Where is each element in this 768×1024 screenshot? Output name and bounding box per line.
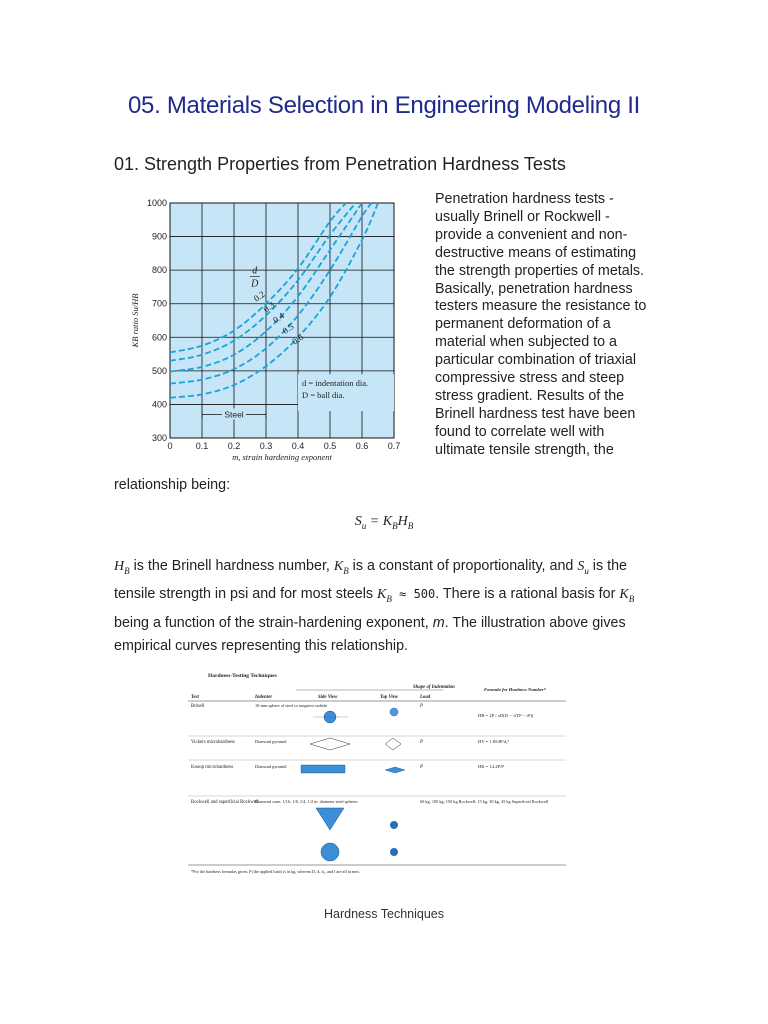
col-test: Test: [191, 695, 199, 700]
legend-line-0: d = indentation dia.: [302, 378, 369, 389]
table-footnote: *For the hardness formulas given, P (the applied load) is in kg, whereas D, d, d₁, and l are all in mm.: [191, 869, 360, 874]
continuation-text: relationship being:: [114, 477, 231, 493]
rockwell-cone: [316, 808, 344, 830]
para-text-1: is the Brinell hardness number,: [129, 558, 334, 574]
y-tick-label: 500: [151, 365, 167, 376]
formula-h: H: [397, 514, 408, 529]
kb-approx-value: ≈ 500: [391, 587, 436, 602]
row-knoop-test: Knoop microhardness: [191, 765, 234, 770]
para-text-3: is the tensile strength in psi and for most steels: [114, 558, 627, 603]
row-rockwell-indenter: Diamond cone; 1/16, 1/8, 1/4, 1/2 in. diameter steel spheres: [255, 799, 358, 804]
legend-line-1: D = ball dia.: [302, 390, 345, 401]
formula-su-kb-hb: [0, 514, 768, 531]
col-formula: Formula for Hardness Number*: [484, 687, 546, 692]
y-axis-label: KB ratio Su/HB: [130, 293, 140, 348]
table-svg: [188, 668, 566, 880]
row-brinell-indenter: 10-mm sphere of steel or tungsten carbide: [255, 703, 328, 708]
kb-symbol-3: $K_B$: [619, 587, 635, 605]
kb-symbol: $K_B$: [333, 559, 349, 576]
x-tick-label: 0: [167, 441, 173, 451]
hardness-techniques-table: [188, 668, 566, 880]
y-tick-label: 400: [151, 399, 167, 410]
x-axis-label: m, strain hardening exponent: [232, 452, 332, 462]
figure-caption: Hardness Techniques: [324, 907, 444, 921]
series-label-0.2: 0.2: [251, 289, 267, 304]
y-tick-label: 800: [151, 265, 167, 276]
knoop-side-shape: [301, 765, 345, 773]
vickers-side-shape: [310, 738, 350, 750]
x-tick-label: 0.3: [259, 441, 273, 451]
row-brinell-test: Brinell: [191, 704, 205, 709]
vickers-top-shape: [385, 738, 401, 750]
x-tick-label: 0.5: [323, 441, 337, 451]
steel-range-label: Steel: [224, 409, 244, 420]
formula-k: K: [382, 514, 393, 529]
chart-svg: [120, 193, 420, 468]
hardness-chart: [120, 193, 420, 468]
y-tick-label: 300: [151, 433, 167, 443]
series-label-0.5: 0.5: [280, 321, 296, 336]
row-vickers-formula: HV = 1.854P/d₁²: [478, 739, 509, 744]
para-text-4: . There is a rational basis for: [435, 586, 620, 603]
curve-header-den: D: [251, 278, 259, 290]
col-side-view: Side View: [318, 695, 338, 700]
x-tick-label: 0.2: [227, 441, 241, 451]
row-rockwell-load: 60 kg, 100 kg, 150 kg Rockwell; 15 kg, 30 kg, 45 kg Superficial Rockwell: [420, 799, 549, 804]
y-tick-label: 600: [151, 332, 167, 343]
col-load: Load: [420, 695, 431, 700]
row-knoop-load: P: [420, 765, 423, 770]
row-brinell-load: P: [420, 704, 423, 709]
formula-s-sub: u: [361, 520, 367, 531]
formula-s: S: [354, 514, 362, 529]
brinell-top-ball: [390, 708, 398, 716]
series-label-0.3: 0.3: [261, 299, 277, 315]
col-top-view: Top View: [380, 695, 399, 700]
table-title: Hardness-Testing Techniques: [208, 673, 277, 679]
formula-equals: =: [366, 514, 383, 529]
para-text-6: . The illustration above gives empirical curves representing this relationship.: [114, 614, 626, 655]
hb-symbol: $H_B$: [114, 559, 130, 576]
page-title: 05. Materials Selection in Engineering Modeling II: [128, 92, 640, 119]
m-symbol: m: [432, 614, 445, 631]
intro-paragraph: Penetration hardness tests - usually Brinell or Rockwell - provide a convenient and non-destructive means of estimating the strength properties of metals. Basically, penetration hardness testers measure the resistance to permanent deformation of a material when subjected to a particular combination of triaxial compressive stress and steep stress gradient. Results of the Brinell hardness test have been found to correlate well with ultimate tensile strength, the: [435, 191, 647, 458]
y-tick-label: 700: [151, 298, 167, 309]
table-group-header: Shape of Indentation: [413, 685, 455, 690]
row-knoop-indenter: Diamond pyramid: [255, 764, 287, 769]
series-label-0.4: 0.4: [271, 310, 286, 326]
row-brinell-formula: HB = 2P / πD[D − √(D² − d²)]: [478, 713, 534, 718]
series-label-0.6: 0.6: [290, 332, 306, 347]
x-tick-label: 0.7: [387, 441, 401, 451]
section-heading: 01. Strength Properties from Penetration Hardness Tests: [114, 154, 566, 174]
row-rockwell-test: Rockwell and superficial Rockwell: [191, 800, 259, 805]
row-knoop-formula: HK = 14.2P/l²: [478, 764, 505, 769]
row-vickers-indenter: Diamond pyramid: [255, 739, 287, 744]
x-tick-label: 0.4: [291, 441, 305, 451]
x-tick-label: 0.1: [195, 441, 209, 451]
curve-header-num: d: [252, 265, 258, 277]
row-vickers-test: Vickers microhardness: [191, 740, 235, 745]
formula-k-sub: B: [392, 520, 398, 531]
rockwell-top-ball-2: [390, 848, 398, 856]
rockwell-top-ball-1: [390, 821, 398, 829]
para-text-2: is a constant of proportionality, and: [348, 558, 578, 574]
kb-symbol-2: $K_B$: [377, 587, 392, 605]
rockwell-sphere: [321, 843, 339, 861]
col-indenter: Indenter: [255, 695, 273, 700]
y-tick-label: 900: [151, 231, 167, 242]
y-tick-label: 1000: [146, 198, 167, 208]
para-text-5: being a function of the strain-hardening exponent,: [114, 614, 433, 631]
knoop-top-shape: [385, 767, 405, 773]
formula-h-sub: B: [407, 520, 414, 531]
explanation-paragraph: [114, 555, 654, 659]
row-vickers-load: P: [420, 740, 423, 745]
su-symbol: $S_u$: [577, 559, 589, 576]
x-tick-label: 0.6: [355, 441, 369, 451]
